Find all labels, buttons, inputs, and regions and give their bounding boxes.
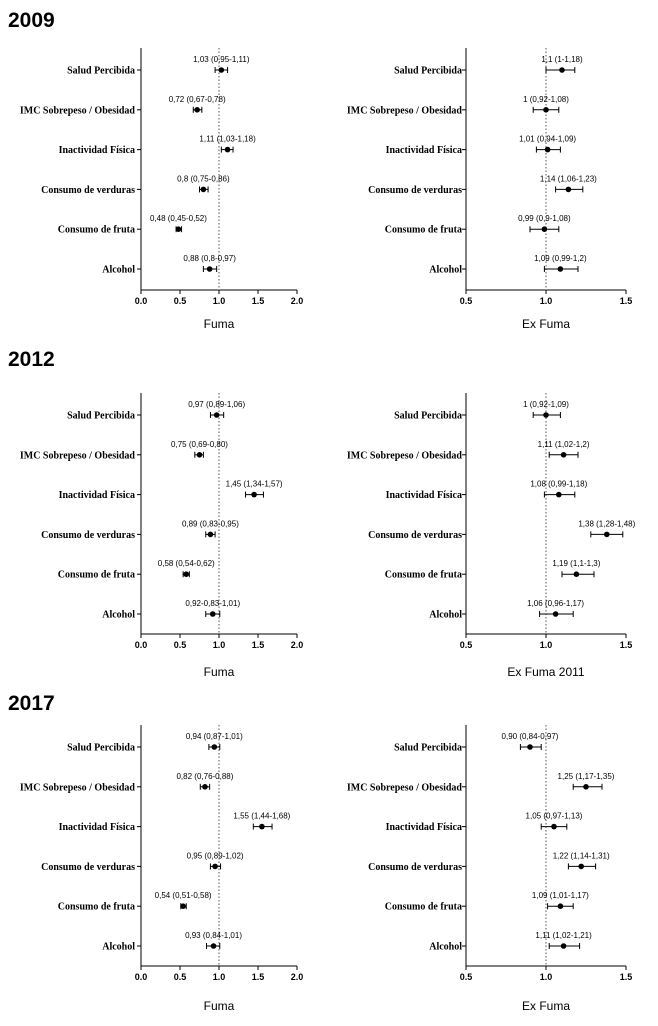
category-label: Alcohol: [429, 941, 462, 953]
category-label: Salud Percibida: [67, 410, 135, 422]
x-tick-label: 2.0: [290, 296, 304, 306]
forest-panel: [347, 725, 632, 1013]
x-tick-label: 0.5: [459, 640, 473, 650]
data-label: 0,54 (0,51-0,58): [154, 891, 212, 901]
data-label: 1,05 (0,97-1,13): [525, 811, 583, 821]
data-label: 1,09 (1,01-1,17): [531, 891, 589, 901]
x-axis-label: Ex Fuma: [521, 317, 571, 331]
x-tick-label: 0.5: [173, 640, 187, 650]
data-label: 1,1 (1-1,18): [541, 55, 583, 64]
data-label: 0,72 (0,67-0,78): [168, 94, 226, 104]
category-label: Consumo de fruta: [384, 569, 462, 581]
data-label: 1,11 (1,03-1,18): [199, 134, 256, 144]
estimate-point: [543, 107, 549, 113]
category-label: Inactividad Física: [58, 490, 135, 502]
data-label: 1,14 (1,06-1,23): [539, 174, 597, 184]
x-axis-label: Fuma: [203, 999, 235, 1013]
estimate-point: [225, 147, 231, 153]
data-label: 1 (0,92-1,09): [523, 400, 569, 409]
data-label: 1,11 (1,02-1,2): [537, 439, 590, 449]
category-label: IMC Sobrepeso / Obesidad: [19, 450, 135, 462]
estimate-point: [556, 492, 562, 498]
category-label: Alcohol: [102, 609, 135, 621]
estimate-point: [212, 744, 218, 750]
data-label: 0,95 (0,89-1,02): [186, 851, 244, 861]
data-label: 0,92-0,83-1,01): [185, 599, 241, 608]
estimate-point: [527, 744, 533, 750]
estimate-point: [183, 571, 189, 577]
category-label: Consumo de fruta: [57, 901, 135, 913]
estimate-point: [210, 611, 216, 617]
estimate-point: [561, 943, 567, 949]
estimate-point: [194, 107, 200, 113]
year-title: 2009: [8, 9, 55, 32]
category-label: Alcohol: [429, 609, 462, 621]
data-label: 0,89 (0,83-0,95): [181, 519, 239, 529]
data-label: 1 (0,92-1,08): [523, 94, 569, 104]
x-tick-label: 0.0: [134, 640, 148, 650]
data-label: 0,8 (0,75-0,86): [177, 174, 230, 184]
x-axis-label: Ex Fuma 2011: [507, 665, 585, 679]
x-tick-label: 0.0: [134, 296, 148, 306]
category-label: Consumo de fruta: [57, 569, 135, 581]
estimate-point: [583, 784, 589, 790]
estimate-point: [558, 266, 564, 272]
x-tick-label: 0.0: [134, 972, 148, 982]
x-tick-label: 2.0: [290, 640, 304, 650]
data-label: 0,94 (0,87-1,01): [185, 732, 243, 741]
category-label: Salud Percibida: [394, 410, 462, 422]
x-tick-label: 1.5: [619, 972, 633, 982]
estimate-point: [197, 452, 203, 458]
data-label: 1,11 (1,02-1,21): [535, 931, 592, 940]
x-tick-label: 0.5: [459, 296, 473, 306]
category-label: IMC Sobrepeso / Obesidad: [346, 105, 462, 117]
category-label: Alcohol: [102, 941, 135, 953]
category-label: Inactividad Física: [385, 822, 462, 834]
x-tick-label: 1.5: [251, 640, 265, 650]
x-tick-label: 1.5: [251, 296, 265, 306]
x-tick-label: 1.5: [619, 640, 633, 650]
forest-panel: [20, 393, 303, 679]
category-label: Consumo de verduras: [368, 861, 462, 873]
category-label: Consumo de verduras: [41, 184, 135, 196]
estimate-point: [566, 187, 572, 193]
estimate-point: [542, 226, 548, 232]
category-label: Alcohol: [102, 264, 135, 276]
estimate-point: [561, 452, 567, 458]
data-label: 1,06 (0,96-1,17): [527, 599, 585, 608]
data-label: 1,01 (0,94-1,09): [519, 134, 577, 144]
estimate-point: [219, 67, 225, 73]
x-tick-label: 1.0: [539, 296, 553, 306]
data-label: 1,08 (0,99-1,18): [530, 479, 588, 489]
x-tick-label: 1.0: [539, 640, 553, 650]
forest-panel: [20, 48, 303, 331]
category-label: Consumo de verduras: [368, 529, 462, 541]
year-title: 2012: [8, 348, 55, 371]
data-label: 0,93 (0,84-1,01): [185, 931, 243, 940]
forest-panel: [347, 48, 632, 331]
estimate-point: [545, 147, 551, 153]
estimate-point: [543, 412, 549, 418]
x-tick-label: 0.5: [173, 296, 187, 306]
x-axis-label: Ex Fuma: [521, 999, 571, 1013]
x-tick-label: 2.0: [290, 972, 304, 982]
estimate-point: [259, 824, 265, 830]
category-label: IMC Sobrepeso / Obesidad: [346, 450, 462, 462]
x-tick-label: 1.0: [212, 972, 226, 982]
data-label: 0,99 (0,9-1,08): [518, 214, 571, 224]
category-label: Consumo de verduras: [368, 184, 462, 196]
category-label: Salud Percibida: [67, 742, 135, 754]
data-label: 1,45 (1,34-1,57): [225, 479, 283, 489]
estimate-point: [604, 532, 610, 538]
data-label: 1,03 (0,95-1,11): [193, 55, 250, 64]
x-tick-label: 0.5: [459, 972, 473, 982]
estimate-point: [207, 266, 213, 272]
estimate-point: [180, 903, 186, 909]
category-label: Inactividad Física: [385, 145, 462, 157]
data-label: 0,88 (0,8-0,97): [183, 254, 236, 263]
category-label: IMC Sobrepeso / Obesidad: [346, 782, 462, 794]
category-label: Consumo de fruta: [57, 224, 135, 236]
x-tick-label: 1.0: [212, 640, 226, 650]
data-label: 1,09 (0,99-1,2): [534, 254, 587, 263]
data-label: 0,97 (0,89-1,06): [188, 400, 246, 409]
x-tick-label: 1.0: [212, 296, 226, 306]
category-label: IMC Sobrepeso / Obesidad: [19, 105, 135, 117]
category-label: Inactividad Física: [58, 822, 135, 834]
estimate-point: [559, 67, 565, 73]
estimate-point: [558, 903, 564, 909]
estimate-point: [251, 492, 257, 498]
data-label: 1,25 (1,17-1,35): [557, 771, 615, 781]
category-label: Inactividad Física: [58, 145, 135, 157]
data-label: 1,55 (1,44-1,68): [233, 811, 291, 821]
x-tick-label: 1.5: [251, 972, 265, 982]
data-label: 1,38 (1,28-1,48): [578, 519, 636, 529]
category-label: Salud Percibida: [394, 742, 462, 754]
data-label: 0,82 (0,76-0,88): [176, 771, 234, 781]
estimate-point: [551, 824, 557, 830]
x-tick-label: 0.5: [173, 972, 187, 982]
forest-panel: [20, 725, 303, 1013]
estimate-point: [201, 187, 207, 193]
data-label: 1,22 (1,14-1,31): [552, 851, 610, 861]
forest-panel: [347, 393, 636, 679]
estimate-point: [212, 864, 218, 870]
estimate-point: [202, 784, 208, 790]
estimate-point: [578, 864, 584, 870]
data-label: 0,58 (0,54-0,62): [157, 559, 215, 569]
category-label: Salud Percibida: [394, 65, 462, 77]
estimate-point: [176, 226, 182, 232]
x-axis-label: Fuma: [203, 665, 235, 679]
estimate-point: [208, 532, 214, 538]
estimate-point: [214, 412, 220, 418]
category-label: Consumo de fruta: [384, 224, 462, 236]
data-label: 0,48 (0,45-0,52): [149, 214, 207, 224]
data-label: 0,90 (0,84-0,97): [501, 732, 559, 741]
x-tick-label: 1.0: [539, 972, 553, 982]
estimate-point: [211, 943, 217, 949]
x-tick-label: 1.5: [619, 296, 633, 306]
data-label: 1,19 (1,1-1,3): [552, 559, 601, 569]
category-label: IMC Sobrepeso / Obesidad: [19, 782, 135, 794]
x-axis-label: Fuma: [203, 317, 235, 331]
category-label: Consumo de verduras: [41, 861, 135, 873]
estimate-point: [553, 611, 559, 617]
category-label: Consumo de fruta: [384, 901, 462, 913]
category-label: Consumo de verduras: [41, 529, 135, 541]
category-label: Alcohol: [429, 264, 462, 276]
estimate-point: [574, 571, 580, 577]
year-title: 2017: [8, 692, 55, 715]
category-label: Inactividad Física: [385, 490, 462, 502]
data-label: 0,75 (0,69-0,80): [171, 439, 228, 449]
category-label: Salud Percibida: [67, 65, 135, 77]
